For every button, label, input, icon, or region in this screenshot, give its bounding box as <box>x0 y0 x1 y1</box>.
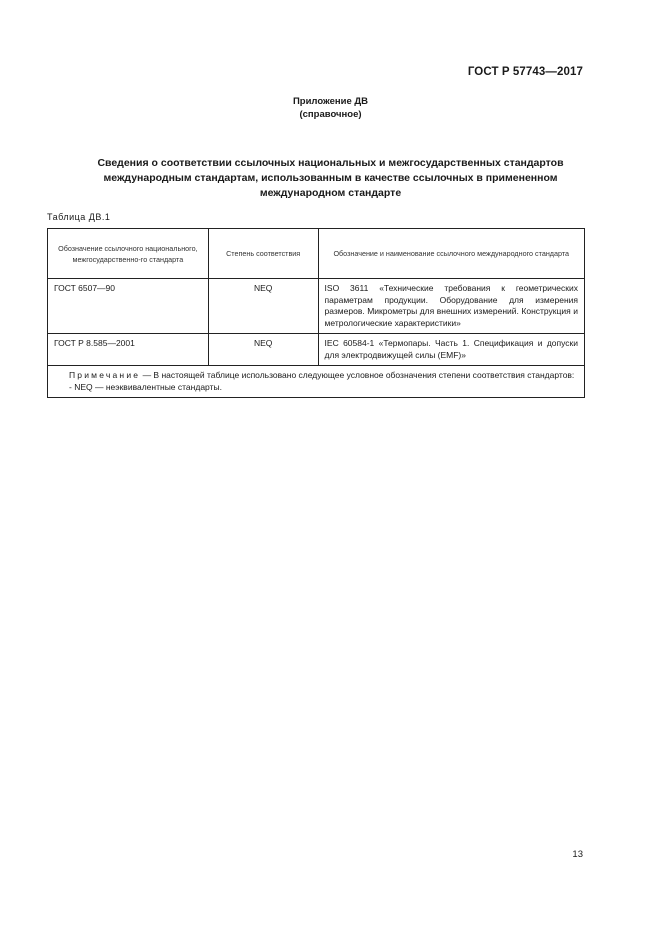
note-label: Примечание <box>69 370 141 380</box>
table-header-row <box>48 229 585 279</box>
note-item: - NEQ — неэквивалентные стандарты. <box>69 381 222 392</box>
table-note-row <box>48 366 585 398</box>
row-designation: ГОСТ Р 8.585—2001 <box>48 334 209 366</box>
note-paragraph <box>54 370 578 382</box>
heading-line-1: Сведения о соответствии ссылочных национальных и межгосударственных стандартов <box>97 157 564 169</box>
header-reference: Обозначение и наименование ссылочного международного стандарта <box>318 229 584 279</box>
section-heading <box>60 156 601 201</box>
table-caption: Таблица ДВ.1 <box>47 212 111 222</box>
page-number: 13 <box>572 849 583 860</box>
row-degree: NEQ <box>208 334 318 366</box>
table-row <box>48 279 585 334</box>
row-reference: IEC 60584-1 «Термопары. Часть 1. Спецификация и допуски для электродвижущей силы (EMF)» <box>318 334 584 366</box>
appendix-title: Приложение ДВ <box>292 96 369 107</box>
header-degree: Степень соответствия <box>208 229 318 279</box>
table-row <box>48 334 585 366</box>
row-reference: ISO 3611 «Технические требования к геометрических параметрам продукции. Оборудование для измерения размеров. Микрометры для внешних измерений. Конструкция и метрологические характеристики» <box>318 279 584 334</box>
heading-line-2: международным стандартам, использованным в качестве ссылочных в примененном <box>103 172 558 184</box>
header-designation: Обозначение ссылочного национального, межгосударственно-го стандарта <box>48 229 209 279</box>
appendix-subtitle: (справочное) <box>299 109 362 120</box>
heading-line-3: международном стандарте <box>259 187 402 199</box>
row-designation: ГОСТ 6507—90 <box>48 279 209 334</box>
table-note <box>48 366 585 398</box>
row-degree: NEQ <box>208 279 318 334</box>
note-text: — В настоящей таблице использовано следующее условное обозначения степени соответствия стандартов: <box>140 370 575 380</box>
document-code: ГОСТ Р 57743—2017 <box>467 66 583 78</box>
reference-standards-table <box>47 228 585 398</box>
